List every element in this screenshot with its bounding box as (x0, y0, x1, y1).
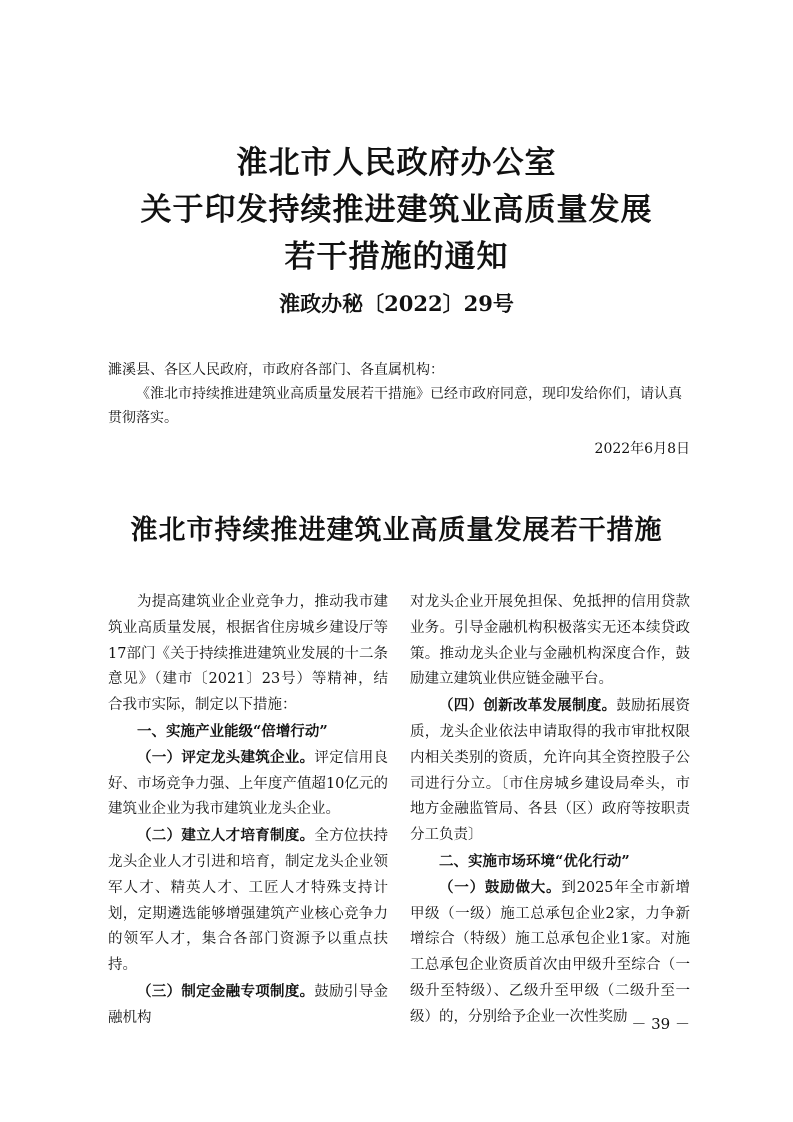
item-text: 鼓励拓展资质，龙头企业依法申请取得的我市审批权限内相关类别的资质，允许向其全资控股子公司进行分立。〔市住房城乡建设局牵头，市地方金融监管局、各县（区）政府等按职责分工负责〕 (410, 698, 690, 844)
document-number: 淮政办秘〔2022〕29号 (279, 291, 514, 316)
issue-date: 2022年6月8日 (594, 441, 690, 457)
title-line-1: 淮北市人民政府办公室 (236, 145, 557, 181)
notice-title (0, 140, 793, 318)
item-title: （一）评定龙头建筑企业。 (137, 748, 315, 766)
notice-text: 《淮北市持续推进建筑业高质量发展若干措施》已经市政府同意，现印发给你们，请认真贯彻落实。 (108, 386, 682, 426)
measures-title: 淮北市持续推进建筑业高质量发展若干措施 (130, 515, 663, 546)
page-number: － 39 － (631, 1015, 690, 1033)
item-text: 鼓励引导金融机构 (108, 983, 388, 1026)
addressee: 濉溪县、各区人民政府，市政府各部门、各直属机构： (108, 362, 444, 378)
left-column (108, 590, 388, 1032)
title-line-3: 若干措施的通知 (284, 239, 509, 275)
section-heading-2: 二、实施市场环境“优化行动” (439, 852, 630, 870)
item-text: 评定信用良好、市场竞争力强、上年度产值超10亿元的建筑业企业为我市建筑业龙头企业。 (108, 749, 388, 818)
item-text: 全方位扶持龙头企业人才引进和培育，制定龙头企业领军人才、精英人才、工匠人才特殊支持计划，定期遴选能够增强建筑产业核心竞争力的领军人才，集合各部门资源予以重点扶持。 (108, 828, 388, 974)
section-heading-1: 一、实施产业能级“倍增行动” (137, 722, 328, 740)
item-1-2 (108, 823, 388, 979)
intro-paragraph: 为提高建筑业企业竞争力，推动我市建筑业高质量发展，根据省住房城乡建设厅等17部门《关于持续推进建筑业发展的十二条意见》（建市〔2021〕23号）等精神，结合我市实际，制定以下措施： (108, 594, 388, 714)
item-2-1 (410, 875, 690, 1031)
notice-body (108, 358, 690, 430)
item-title: （二）建立人才培育制度。 (137, 827, 315, 845)
right-column (410, 590, 690, 1031)
item-title: （一）鼓励做大。 (439, 878, 562, 896)
title-line-2: 关于印发持续推进建筑业高质量发展 (140, 192, 653, 228)
item-text: 到2025年全市新增甲级（一级）施工总承包企业2家，力争新增综合（特级）施工总承包企业1家。对施工总承包企业资质首次由甲级升至综合（一级升至特级）、乙级升至甲级（二级升至一级）的，分别给予企业一次性奖励 (410, 879, 690, 1025)
item-1-1 (108, 745, 388, 823)
item-1-3 (108, 979, 388, 1032)
item-1-3-continued: 对龙头企业开展免担保、免抵押的信用贷款业务。引导金融机构积极落实无还本续贷政策。推动龙头企业与金融机构深度合作，鼓励建立建筑业供应链金融平台。 (410, 594, 690, 688)
item-title: （三）制定金融专项制度。 (137, 982, 315, 1000)
item-title: （四）创新改革发展制度。 (439, 697, 617, 715)
item-1-4 (410, 693, 690, 849)
